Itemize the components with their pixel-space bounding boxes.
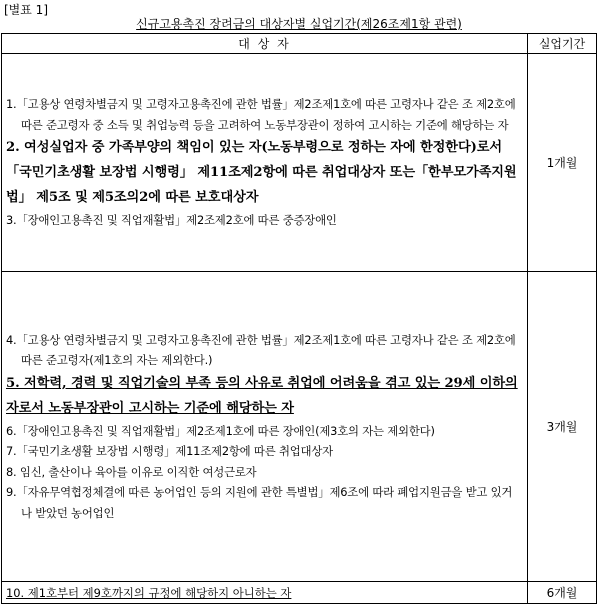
list-item: 3.「장애인고용촉진 및 직업재활법」제2조제2호에 따른 중증장애인 — [6, 213, 337, 228]
period-cell: 6개월 — [528, 582, 597, 604]
period-cell: 1개월 — [528, 54, 597, 272]
target-cell — [2, 272, 528, 582]
list-item: 1.「고용상 연령차별금지 및 고령자고용촉진에 관한 법률」제2조제1호에 따른 고령자나 같은 조 제2호에 따른 준고령자 중 소득 및 취업능력 등을 고려하여 노동부장관이 정하여 고시하는 기준에 해당하는 자 — [6, 97, 516, 132]
column-header-target: 대 상 자 — [2, 34, 528, 54]
list-item: 8. 임신, 출산이나 육아를 이유로 이직한 여성근로자 — [6, 464, 257, 479]
table-header-row — [2, 34, 597, 54]
unemployment-period-table — [1, 33, 597, 604]
list-item: 4.「고용상 연령차별금지 및 고령자고용촉진에 관한 법률」제2조제1호에 따른 고령자나 같은 조 제2호에 따른 준고령자(제1호의 자는 제외한다.) — [6, 332, 516, 368]
column-header-period: 실업기간 — [528, 34, 597, 54]
target-cell — [2, 582, 528, 604]
table-row — [2, 582, 597, 604]
list-item: 10. 제1호부터 제9호까지의 규정에 해당하지 아니하는 자 — [6, 585, 292, 600]
table-row — [2, 272, 597, 582]
list-item: 2. 여성실업자 중 가족부양의 책임이 있는 자(노동부령으로 정하는 자에 한정한다)로서 「국민기초생활 보장법 시행령」 제11조제2항에 따른 취업대상자 또는「한부모가족지원법」 제5조 및 제5조의2에 따른 보호대상자 — [6, 140, 517, 206]
list-item: 7.「국민기초생활 보장법 시행령」제11조제2항에 따른 취업대상자 — [6, 444, 333, 459]
list-item: 6.「장애인고용촉진 및 직업재활법」제2조제1호에 따른 장애인(제3호의 자는 제외한다) — [6, 423, 435, 438]
list-item: 5. 저학력, 경력 및 직업기술의 부족 등의 사유로 취업에 어려움을 겪고 있는 29세 이하의 자로서 노동부장관이 고시하는 기준에 해당하는 자 — [6, 375, 518, 416]
annex-label: [별표 1] — [4, 3, 48, 17]
period-cell: 3개월 — [528, 272, 597, 582]
document-title: 신규고용촉진 장려금의 대상자별 실업기간(제26조제1항 관련) — [136, 17, 462, 31]
target-cell — [2, 54, 528, 272]
list-item: 9.「자유무역협정체결에 따른 농어업인 등의 지원에 관한 특별법」제6조에 따라 폐업지원금을 받고 있거나 받았던 농어업인 — [6, 485, 513, 520]
table-row — [2, 54, 597, 272]
